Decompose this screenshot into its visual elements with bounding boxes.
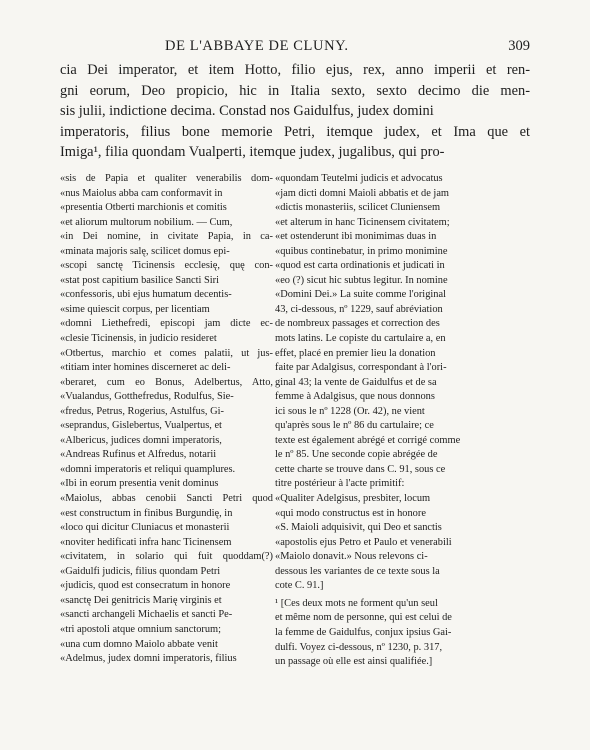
text-line: «Domini Dei.» La suite comme l'original <box>275 289 446 301</box>
text-line: cia Dei imperator, et item Hotto, filio ejus, rex, anno imperii et ren- <box>60 62 530 78</box>
text-line: «Otbertus, marchio et comes palatii, ut jus- <box>60 347 273 359</box>
text-line: «eo (?) sicut hic subtus legitur. In nomine <box>275 274 448 286</box>
text-line: «Maiolus, abbas cenobii Sancti Petri quod <box>60 493 273 505</box>
text-line: «loco qui dicitur Cluniacus et monasterii <box>60 522 230 534</box>
text-line: «sancti archangeli Michaelis et sancti Pe- <box>60 609 233 621</box>
text-line: ici sous le nº 1228 (Or. 42), ne vient <box>275 405 425 417</box>
page-number: 309 <box>508 38 530 54</box>
text-line: «Qualiter Adelgisus, presbiter, locum <box>275 493 431 505</box>
text-line: «est constructum in finibus Burgundię, in <box>60 507 233 519</box>
text-line: et même nom de personne, qui est celui de <box>275 612 452 624</box>
text-line: «domni Liethefredi, episcopi jam dicte ec- <box>60 318 273 330</box>
text-line: «in Dei nomine, in civitate Papia, in ca- <box>60 231 273 243</box>
text-line: «scopi sanctę Ticinensis ecclesię, quę con- <box>60 260 273 272</box>
text-line: «tri apostoli atque omnium sanctorum; <box>60 623 222 635</box>
text-line: «seprandus, Gislebertus, Vualpertus, et <box>60 420 222 432</box>
text-line: «apostolis ejus Petro et Paulo et venerabili <box>275 536 452 548</box>
text-line: effet, placé en premier lieu la donation <box>275 347 436 359</box>
text-line: «jam dicti domni Maioli abbatis et de jam <box>275 187 450 199</box>
text-line: «dictis monasteriis, scilicet Cluniensem <box>275 202 441 214</box>
text-line: «clesie Ticinensis, in judicio resideret <box>60 333 217 345</box>
text-line: «confessoris, ubi ejus humatum decentis- <box>60 289 232 301</box>
text-line: Imiga¹, filia quondam Vualperti, itemque judex, jugalibus, qui pro- <box>60 144 445 161</box>
text-line: «titiam inter homines discerneret ac deli- <box>60 362 231 374</box>
text-line: imperatoris, filius bone memorie Petri, itemque judex, et Ima que et <box>60 123 530 140</box>
text-line: 43, ci-dessous, nº 1229, sauf abréviation <box>275 303 443 315</box>
text-line: «Andreas Rufinus et Alfredus, notarii <box>60 449 217 461</box>
text-line: ginal 43; la vente de Gaidulfus et de sa <box>275 376 437 388</box>
text-line: «una cum domno Maiolo abbate venit <box>60 638 218 650</box>
text-line: «et aliorum multorum nobilium. — Cum, <box>60 216 233 228</box>
text-line: ¹ [Ces deux mots ne forment qu'un seul <box>275 597 438 609</box>
text-line: «qui modo constructus est in honore <box>275 507 426 519</box>
text-line: titre postérieur à l'acte primitif: <box>275 478 405 490</box>
text-line: la femme de Gaidulfus, conjux ipsius Gai- <box>275 626 452 638</box>
text-line: sis julii, indictione decima. Constad nos Gaidulfus, judex domini <box>60 103 434 120</box>
text-line: gni eorum, Deo propicio, hic in Italia sexto, sexto decimo die men- <box>60 82 530 99</box>
page-header <box>60 38 530 58</box>
text-line: «et alterum in hanc Ticinensem civitatem; <box>275 216 450 228</box>
text-line: faite par Adalgisus, correspondant à l'ori- <box>275 362 447 374</box>
text-line: qu'après sous le nº 86 du cartulaire; ce <box>275 420 434 432</box>
text-line: le nº 85. Une seconde copie abrégée de <box>275 449 438 461</box>
text-line: cette charte se trouve dans C. 91, sous ce <box>275 463 446 475</box>
text-line: «nus Maiolus abba cam conformavit in <box>60 187 223 199</box>
text-line: «Albericus, judices domni imperatoris, <box>60 434 222 446</box>
running-title: DE L'ABBAYE DE CLUNY. <box>165 38 349 54</box>
text-line: dulfi. Voyez ci-dessous, nº 1230, p. 317, <box>275 641 443 653</box>
text-line: «Ibi in eorum presentia venit dominus <box>60 478 219 490</box>
text-line: «quondam Teutelmi judicis et advocatus <box>275 173 443 184</box>
text-line: «quod est carta ordinationis et judicati in <box>275 260 445 272</box>
text-line: «judicis, quod est consecratum in honore <box>60 580 231 592</box>
text-line: «minata majoris salę, scilicet domus epi- <box>60 245 230 257</box>
text-line: «Vualandus, Gotthefredus, Rodulfus, Sie- <box>60 391 234 403</box>
right-column <box>275 172 531 670</box>
text-line: «S. Maioli adquisivit, qui Deo et sanctis <box>275 522 442 534</box>
text-line: «civitatem, in solario qui fuit quoddam(?) <box>60 551 273 563</box>
text-line: «stat post capitium basilice Sancti Siri <box>60 274 220 286</box>
text-line: «Gaidulfi judicis, filius quondam Petri <box>60 565 221 577</box>
text-line: «noviter hedificati infra hanc Ticinensem <box>60 536 232 548</box>
text-line: mots latins. Le copiste du cartulaire a, en <box>275 333 446 345</box>
left-column <box>60 172 273 667</box>
text-line: un passage où elle est ainsi qualifiée.] <box>275 656 433 668</box>
text-line: «et ostenderunt ibi monimimas duas in <box>275 231 437 243</box>
text-line: «sis de Papia et qualiter venerabilis dom- <box>60 173 273 184</box>
text-line: «sanctę Dei genitricis Marię virginis et <box>60 594 222 606</box>
main-text <box>60 60 530 163</box>
text-line: de nombreux passages et correction des <box>275 318 440 330</box>
text-line: «presentia Otberti marchionis et comitis <box>60 202 227 214</box>
text-line: «quibus continebatur, in primo monimine <box>275 245 448 257</box>
text-line: «fredus, Petrus, Rogerius, Astulfus, Gi- <box>60 405 224 417</box>
text-line: «Adelmus, judex domni imperatoris, filius <box>60 653 237 665</box>
text-line: texte est également abrégé et corrigé comme <box>275 434 461 446</box>
text-line: «sime quiescit corpus, per licentiam <box>60 303 210 315</box>
text-line: dessous les variantes de ce texte sous la <box>275 565 440 577</box>
text-line: cote C. 91.] <box>275 580 324 592</box>
text-line: «beraret, cum eo Bonus, Adelbertus, Atto, <box>60 376 273 388</box>
text-line: «domni imperatoris et reliqui quamplures. <box>60 463 236 475</box>
text-line: «Maiolo donavit.» Nous relevons ci- <box>275 551 428 563</box>
text-line: femme à Adalgisus, que nous donnons <box>275 391 435 403</box>
